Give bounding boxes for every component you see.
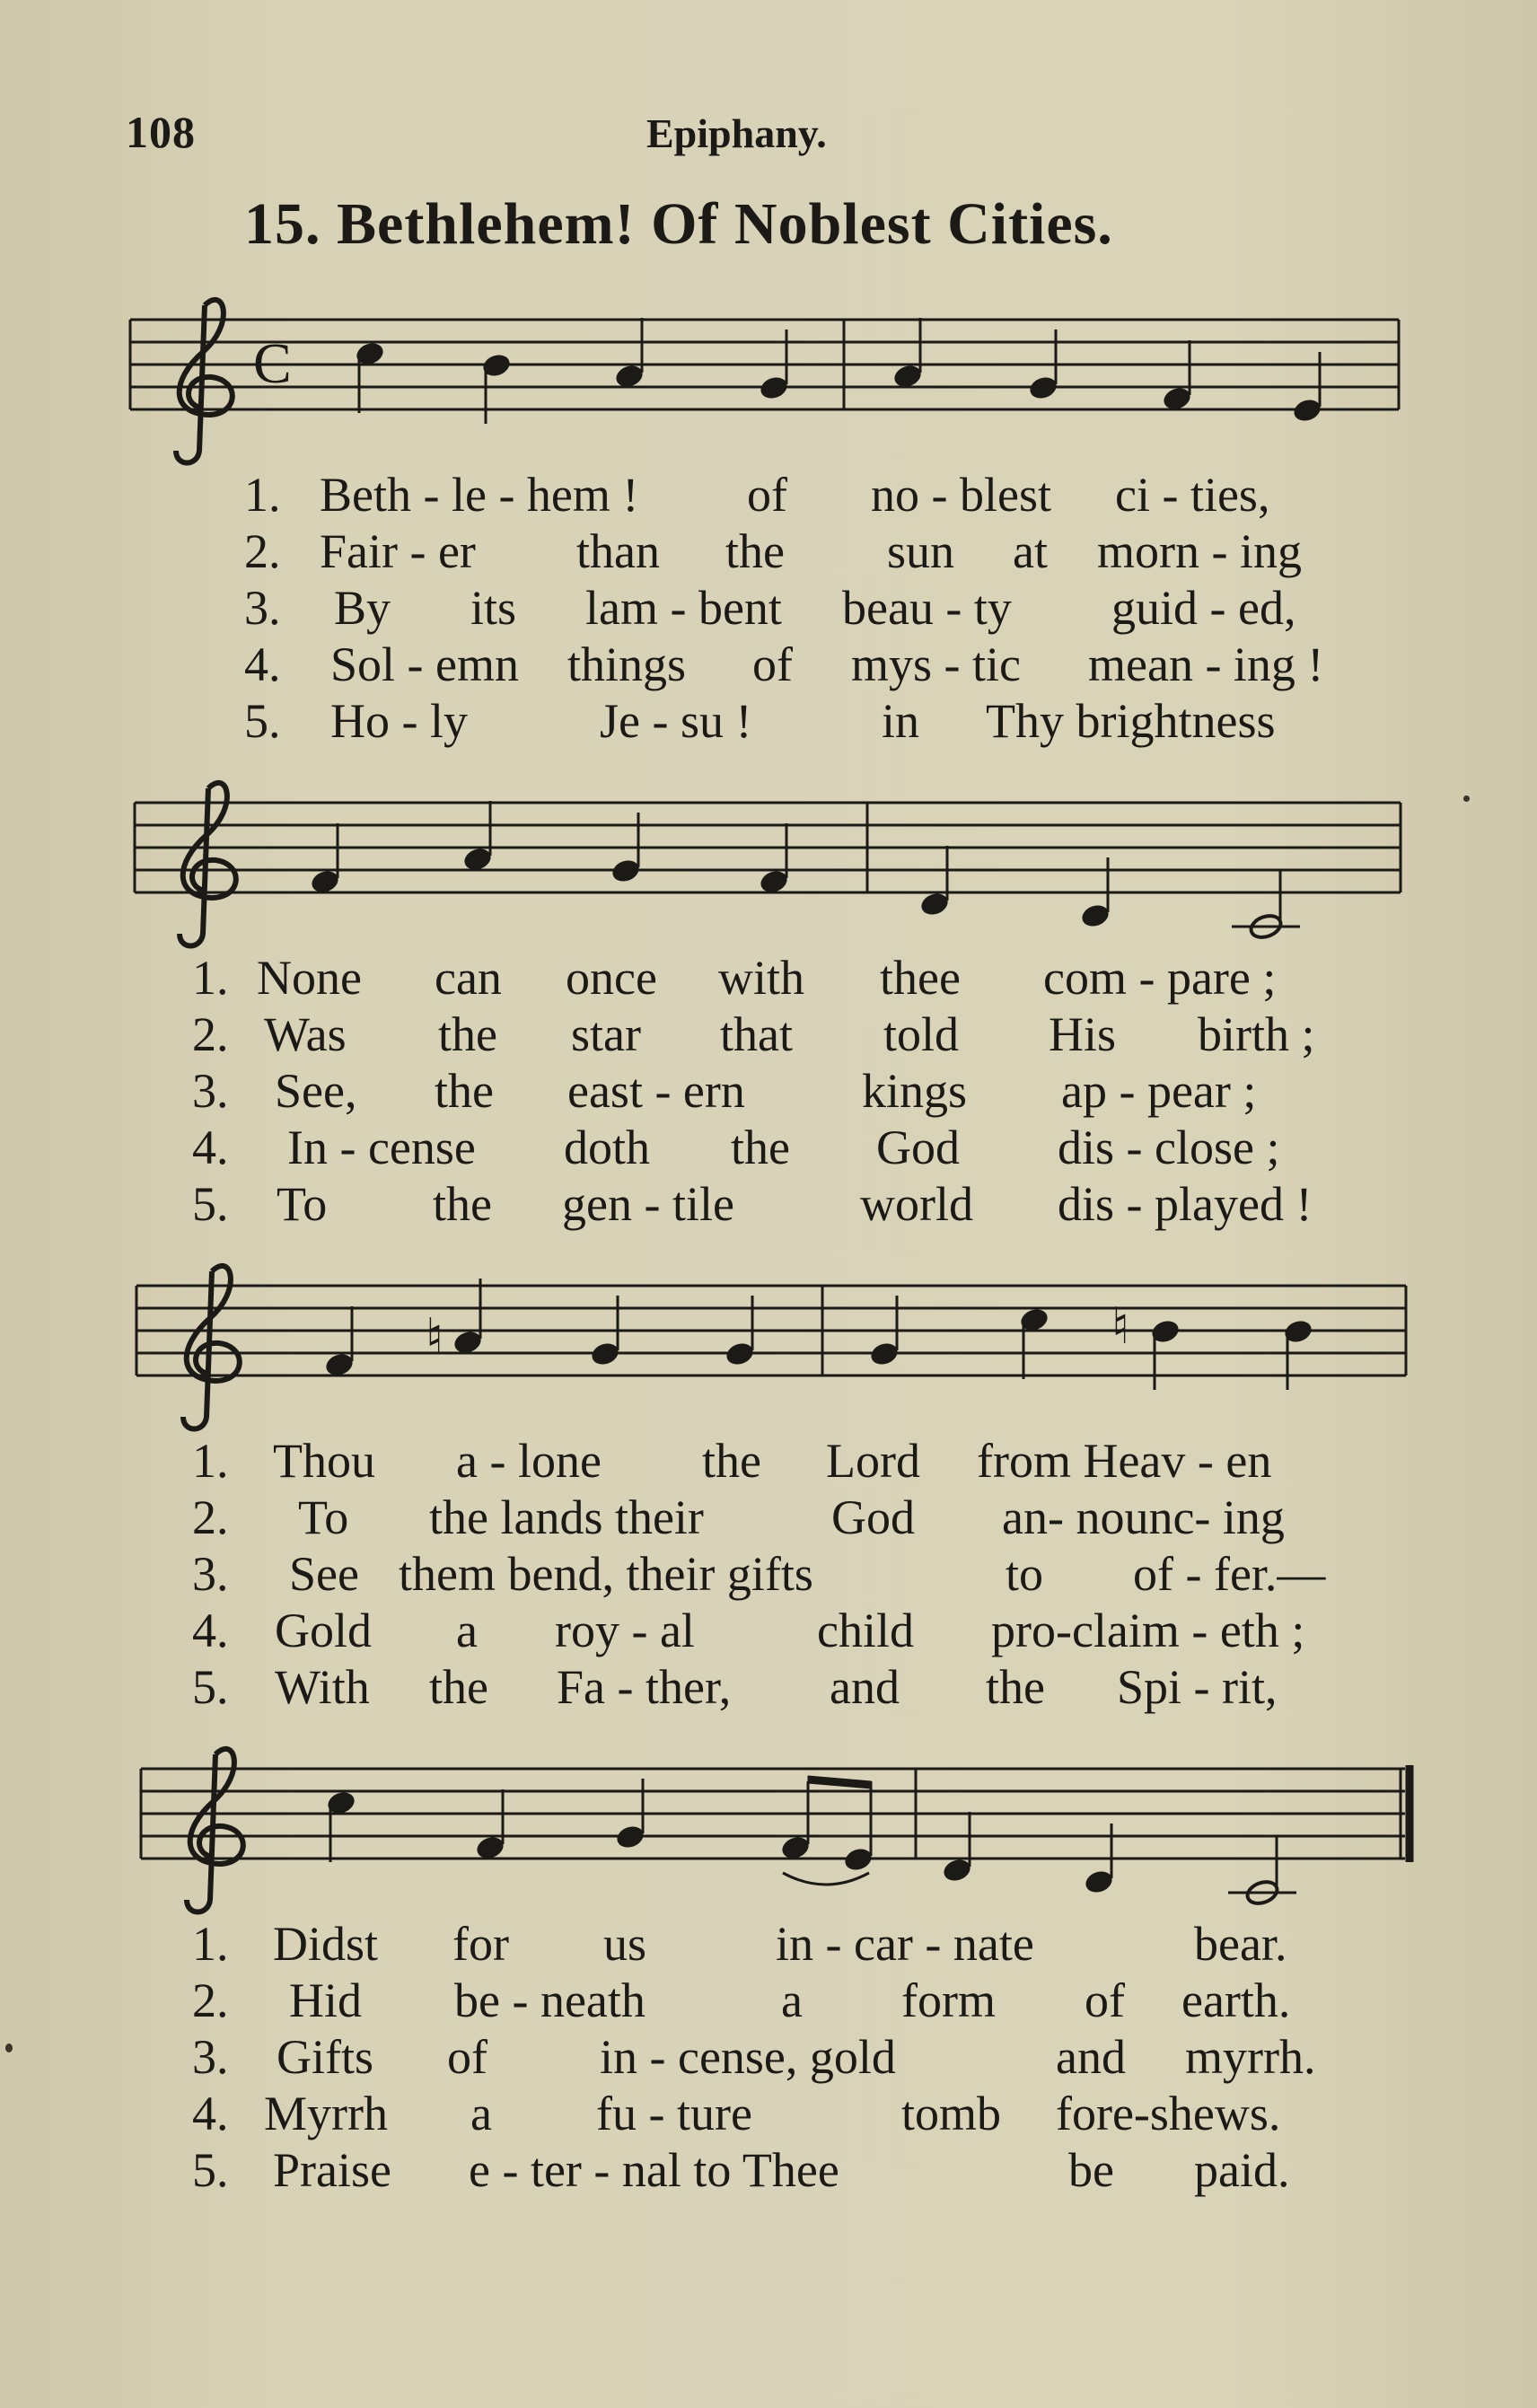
lyric-word: com - pare ; (1043, 951, 1277, 1005)
lyric-word: no - blest (871, 468, 1051, 522)
verse-number: 1. (192, 1917, 229, 1971)
lyric-word: Ho - ly (330, 694, 468, 748)
lyric-word: a - lone (456, 1434, 602, 1488)
lyric-word: doth (564, 1121, 651, 1174)
lyric-word: for (452, 1917, 509, 1971)
verse-number: 4. (244, 637, 281, 691)
lyric-word: earth. (1181, 1973, 1291, 2027)
lyric-word: Praise (273, 2143, 391, 2197)
beam (808, 1776, 871, 1788)
lyric-word: of (752, 637, 793, 691)
lyric-word: a (470, 2087, 492, 2140)
verse-number: 2. (192, 1973, 229, 2027)
verse-number: 5. (192, 1660, 229, 1714)
lyric-word: God (876, 1121, 960, 1174)
verse-line (0, 1916, 1537, 1970)
lyric-word: form (901, 1973, 996, 2027)
lyric-word: Spi - rit, (1117, 1660, 1278, 1714)
lyric-word: east - ern (567, 1064, 745, 1118)
lyric-word: By (334, 581, 391, 635)
lyric-word: Je - su ! (600, 694, 752, 748)
verse-number: 5. (244, 694, 281, 748)
lyric-word: His (1049, 1007, 1117, 1061)
lyric-word: dis - close ; (1058, 1121, 1280, 1174)
lyric-word: Was (264, 1007, 347, 1061)
verse-number: 5. (192, 2143, 229, 2197)
lyric-word: told (883, 1007, 960, 1061)
lyric-word: in - car - nate (776, 1917, 1034, 1971)
lyric-word: star (571, 1007, 641, 1061)
section-heading: Epiphany. (646, 110, 827, 156)
verse-line (0, 1063, 1537, 1117)
verse-line (0, 637, 1537, 690)
lyric-word: with (718, 951, 805, 1005)
lyric-word: None (257, 951, 362, 1005)
verse-line (0, 1006, 1537, 1060)
lyric-word: of - fer.— (1133, 1547, 1326, 1601)
lyric-word: the (438, 1007, 497, 1061)
verse-number: 1. (192, 951, 229, 1005)
lyric-word: To (277, 1177, 328, 1231)
lyric-word: With (275, 1660, 370, 1714)
verse-line (0, 467, 1537, 521)
lyric-word: e - ter - nal to Thee (469, 2143, 839, 2197)
verse-line (0, 2086, 1537, 2140)
verse-line (0, 2142, 1537, 2196)
lyric-word: that (720, 1007, 793, 1061)
verse-line (0, 1120, 1537, 1173)
lyric-word: things (567, 637, 687, 691)
lyric-word: Lord (826, 1434, 920, 1488)
lyric-word: Didst (273, 1917, 379, 1971)
verse-number: 5. (192, 1177, 229, 1231)
treble-clef-icon (176, 300, 233, 463)
lyric-word: mean - ing ! (1088, 637, 1324, 691)
lyric-word: at (1013, 524, 1048, 578)
lyric-word: gen - tile (562, 1177, 734, 1231)
lyric-word: of (1085, 1973, 1125, 2027)
staff-system-2 (0, 770, 1537, 959)
verse-line (0, 1490, 1537, 1543)
lyric-word: the (429, 1660, 488, 1714)
note-group (325, 1776, 1296, 1907)
slur (783, 1873, 869, 1885)
lyric-word: God (831, 1490, 915, 1544)
lyric-word: lam - bent (585, 581, 782, 635)
treble-clef-icon (187, 1749, 243, 1912)
lyric-word: beau - ty (842, 581, 1012, 635)
lyric-word: Fa - ther, (557, 1660, 732, 1714)
staff-system-3 (0, 1253, 1537, 1442)
lyric-word: its (470, 581, 517, 635)
lyric-word: the (435, 1064, 494, 1118)
lyric-word: and (1056, 2030, 1126, 2084)
lyric-word: Gifts (277, 2030, 373, 2084)
lyric-word: To (298, 1490, 349, 1544)
lyric-word: fore-shews. (1056, 2087, 1281, 2140)
verse-number: 3. (192, 1064, 229, 1118)
lyric-word: ap - pear ; (1061, 1064, 1257, 1118)
paper-speck (1463, 795, 1470, 802)
lyric-word: See, (275, 1064, 357, 1118)
verse-number: 2. (192, 1007, 229, 1061)
lyric-word: Sol - emn (330, 637, 519, 691)
natural-sign-icon: ♮ (426, 1308, 444, 1367)
verse-line (0, 580, 1537, 634)
verse-number: 1. (244, 468, 281, 522)
verse-number: 4. (192, 2087, 229, 2140)
lyric-word: us (603, 1917, 647, 1971)
lyric-word: an- nounc- ing (1002, 1490, 1285, 1544)
lyric-word: the (702, 1434, 761, 1488)
lyric-word: Hid (289, 1973, 362, 2027)
treble-clef-icon (180, 783, 236, 946)
verse-line (0, 523, 1537, 577)
verse-line (0, 1433, 1537, 1487)
hymn-title: 15. Bethlehem! Of Noblest Cities. (244, 191, 1113, 257)
verse-line (0, 1603, 1537, 1657)
lyric-word: the lands their (429, 1490, 704, 1544)
verse-number: 2. (244, 524, 281, 578)
lyric-word: to (1006, 1547, 1044, 1601)
verse-number: 1. (192, 1434, 229, 1488)
lyric-word: in - cense, gold (600, 2030, 896, 2084)
lyric-word: In - cense (287, 1121, 476, 1174)
lyric-word: Thy brightness (986, 694, 1276, 748)
lyric-word: in (882, 694, 920, 748)
lyric-word: guid - ed, (1111, 581, 1296, 635)
verse-number: 3. (192, 1547, 229, 1601)
lyric-word: See (289, 1547, 359, 1601)
lyric-word: the (731, 1121, 790, 1174)
lyric-word: of (447, 2030, 487, 2084)
common-time-icon: C (253, 331, 292, 395)
lyric-word: the (433, 1177, 492, 1231)
lyric-word: roy - al (555, 1604, 695, 1657)
staff-system-4 (0, 1736, 1537, 1925)
lyric-word: Gold (275, 1604, 372, 1657)
lyric-word: thee (880, 951, 961, 1005)
treble-clef-icon (183, 1266, 240, 1429)
lyric-word: mys - tic (851, 637, 1021, 691)
lyric-word: child (817, 1604, 914, 1657)
verse-number: 3. (244, 581, 281, 635)
lyric-word: birth ; (1198, 1007, 1315, 1061)
lyric-word: be - neath (454, 1973, 646, 2027)
lyric-word: Thou (273, 1434, 375, 1488)
verse-line (0, 950, 1537, 1004)
page-number: 108 (126, 107, 196, 157)
lyric-word: tomb (901, 2087, 1002, 2140)
lyric-word: bear. (1194, 1917, 1287, 1971)
lyric-word: can (435, 951, 502, 1005)
lyric-word: the (986, 1660, 1045, 1714)
verse-line (0, 1659, 1537, 1713)
paper-speck (5, 2043, 13, 2052)
lyric-word: myrrh. (1185, 2030, 1316, 2084)
lyric-word: ci - ties, (1115, 468, 1270, 522)
lyric-word: fu - ture (596, 2087, 752, 2140)
verse-number: 2. (192, 1490, 229, 1544)
lyric-word: from Heav - en (977, 1434, 1272, 1488)
verse-line (0, 1546, 1537, 1600)
verse-line (0, 1973, 1537, 2026)
lyric-word: dis - played ! (1058, 1177, 1313, 1231)
lyric-word: them bend, their gifts (399, 1547, 813, 1601)
verse-line (0, 693, 1537, 747)
staff-system-1 (0, 287, 1537, 476)
lyric-word: kings (862, 1064, 968, 1118)
lyric-word: world (860, 1177, 973, 1231)
lyric-word: Fair - er (320, 524, 476, 578)
lyric-word: and (830, 1660, 900, 1714)
verse-number: 3. (192, 2030, 229, 2084)
lyric-word: the (725, 524, 785, 578)
lyric-word: a (781, 1973, 803, 2027)
lyric-word: paid. (1194, 2143, 1290, 2197)
lyric-word: Beth - le - hem ! (320, 468, 639, 522)
lyric-word: pro-claim - eth ; (991, 1604, 1305, 1657)
lyric-word: Myrrh (264, 2087, 388, 2140)
verse-line (0, 1176, 1537, 1230)
verse-number: 4. (192, 1604, 229, 1657)
lyric-word: than (576, 524, 660, 578)
lyric-word: be (1068, 2143, 1114, 2197)
note-group (323, 1279, 1314, 1390)
natural-sign-icon: ♮ (1111, 1297, 1130, 1356)
verse-number: 4. (192, 1121, 229, 1174)
lyric-word: sun (887, 524, 955, 578)
lyric-word: once (566, 951, 657, 1005)
lyric-word: a (456, 1604, 478, 1657)
lyric-word: of (747, 468, 787, 522)
verse-line (0, 2029, 1537, 2083)
lyric-word: morn - ing (1097, 524, 1302, 578)
